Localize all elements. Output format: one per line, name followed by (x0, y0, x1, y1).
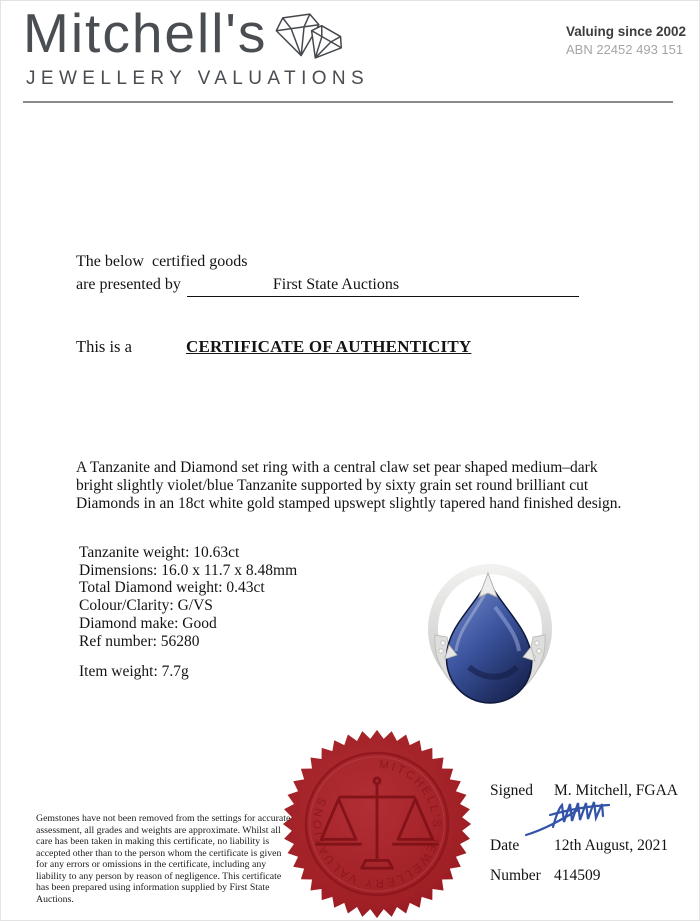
date-value: 12th August, 2021 (554, 837, 669, 854)
header-divider (23, 101, 673, 103)
title-row (76, 337, 471, 357)
presented-line1: The below certified goods (76, 253, 248, 270)
embossed-seal (281, 728, 473, 920)
item-weight: Item weight: 7.7g (79, 663, 189, 681)
date-label: Date (490, 837, 520, 854)
presented-line2 (76, 273, 579, 297)
presented-prefix: are presented by (76, 276, 181, 293)
signed-value: M. Mitchell, FGAA (554, 782, 678, 799)
certificate-title: CERTIFICATE OF AUTHENTICITY (186, 337, 472, 356)
brand-subtitle: JEWELLERY VALUATIONS (26, 68, 370, 89)
presenter-name: First State Auctions (187, 273, 579, 297)
details-list (79, 544, 297, 681)
title-intro: This is a (76, 337, 132, 356)
detail-line: Dimensions: 16.0 x 11.7 x 8.48mm (79, 561, 298, 579)
ring-photo (399, 547, 581, 711)
signed-label: Signed (490, 782, 534, 799)
seal-text: MITCHELL'S JEWELLERY VALUATIONS (312, 759, 442, 889)
detail-line: Colour/Clarity: G/VS (79, 597, 213, 615)
detail-line: Diamond make: Good (79, 614, 217, 632)
diamonds-icon (275, 5, 351, 69)
number-row (490, 867, 601, 885)
brand-name: Mitchell's (23, 2, 268, 64)
presented-section (76, 250, 579, 297)
abn-number: ABN 22452 493 151 (566, 42, 684, 57)
number-label: Number (490, 867, 541, 884)
disclaimer-text: Gemstones have not been removed from the settings for accurate assessment, all grades and weights are approximate. Whilst all care has been taken in making this certificate, no liability is accepted other than to the person whom the certificate is given for any errors or omissions in the certificate, including any liability to any person by reason of negligence. This certificate has been prepared using information supplied by First State Auctions. (36, 813, 291, 905)
detail-line: Total Diamond weight: 0.43ct (79, 579, 265, 597)
handwritten-signature (523, 798, 635, 840)
claw-prong (479, 573, 497, 597)
detail-line: Tanzanite weight: 10.63ct (79, 544, 240, 561)
item-description: A Tanzanite and Diamond set ring with a central claw set pear shaped medium–dark bright slightly violet/blue Tanzanite supported by sixty grain set round brilliant cut Diamonds in an 18ct white gold stamped upswept slightly tapered hand finished design. (76, 459, 622, 512)
tagline: Valuing since 2002 (566, 24, 687, 39)
date-row (490, 837, 668, 855)
number-value: 414509 (554, 867, 601, 884)
detail-line: Ref number: 56280 (79, 632, 200, 650)
